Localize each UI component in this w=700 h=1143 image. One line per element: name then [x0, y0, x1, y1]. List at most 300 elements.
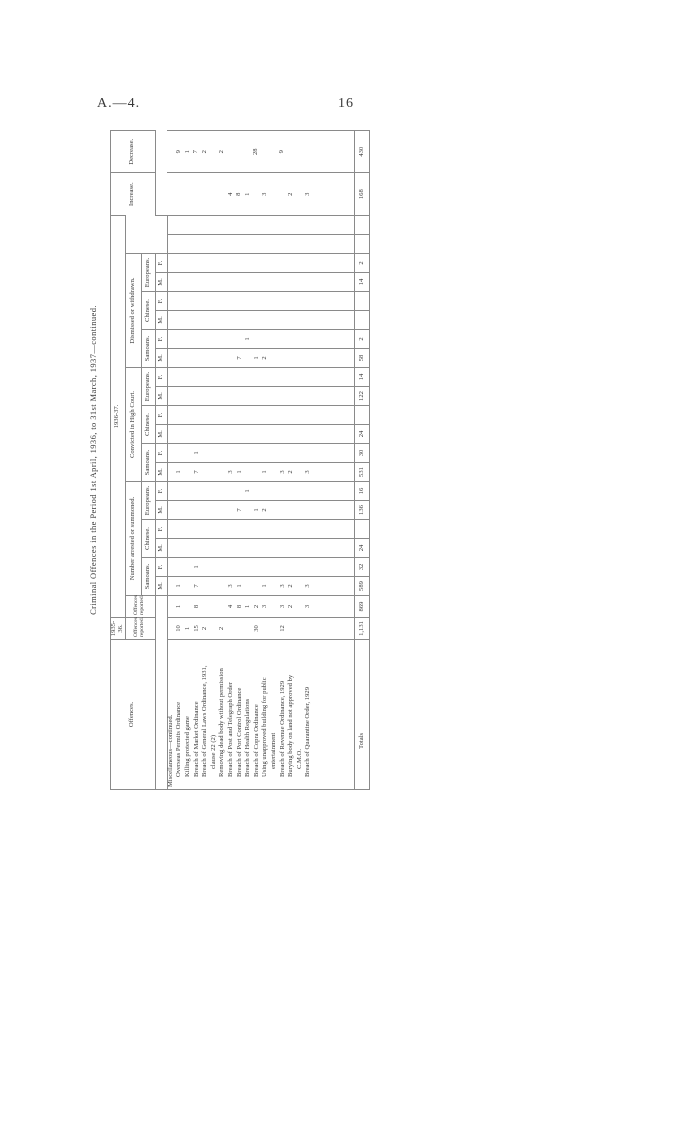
value-cell	[194, 541, 203, 555]
value-cell	[262, 541, 271, 555]
totals-cell: 869	[355, 596, 370, 618]
value-column	[167, 482, 354, 501]
sex-header-row	[155, 131, 167, 790]
value-cell	[262, 446, 271, 460]
value-cell	[271, 370, 280, 384]
value-cell	[211, 503, 220, 517]
value-cell	[288, 237, 297, 251]
value-cell	[305, 294, 314, 308]
value-cell	[219, 256, 228, 270]
value-cell: 1	[261, 584, 269, 588]
header-increase: Increase.	[111, 173, 156, 215]
value-cell	[254, 408, 263, 422]
totals-cell: 531	[355, 463, 370, 482]
totals-cell: 32	[355, 558, 370, 577]
value-cell	[254, 218, 263, 232]
value-cell	[288, 503, 297, 517]
value-cell	[305, 503, 314, 517]
value-cell	[280, 446, 289, 460]
value-cell	[237, 446, 246, 460]
value-cell	[245, 256, 254, 270]
value-cell: 1	[252, 508, 260, 512]
value-cell	[168, 408, 177, 422]
value-cell	[194, 256, 203, 270]
totals-cell: 14	[355, 273, 370, 292]
value-cell	[280, 332, 289, 346]
value-cell	[211, 408, 220, 422]
value-cell	[168, 256, 177, 270]
value-cell	[219, 351, 228, 365]
offence-label: Removing dead body without permission	[218, 668, 226, 777]
value-cell	[176, 175, 185, 212]
header-sex-m: M.	[155, 577, 167, 596]
value-cell	[245, 560, 254, 574]
value-cell	[185, 351, 194, 365]
value-cell	[202, 522, 211, 536]
value-cell: 3	[227, 470, 234, 474]
value-cell	[176, 351, 185, 365]
value-cell	[194, 370, 203, 384]
value-cell	[254, 294, 263, 308]
value-cell: 2	[218, 626, 226, 631]
value-cell	[194, 408, 203, 422]
value-cell	[193, 175, 202, 212]
table-body	[167, 131, 369, 790]
value-cell	[297, 484, 306, 498]
value-cell	[262, 389, 271, 403]
value-cell	[168, 522, 177, 536]
value-cell: 3	[303, 192, 311, 196]
value-cell	[228, 237, 237, 251]
value-cell: 12	[278, 625, 286, 632]
value-cell	[219, 294, 228, 308]
value-cell	[305, 313, 314, 327]
value-cell	[202, 446, 211, 460]
value-cell	[168, 560, 177, 574]
value-column	[167, 254, 354, 273]
value-cell: 2	[252, 604, 260, 609]
value-cell	[168, 275, 177, 289]
value-cell	[176, 237, 185, 251]
value-cell: 3	[278, 584, 286, 588]
value-cell	[280, 256, 289, 270]
value-cell	[176, 275, 185, 289]
value-cell	[202, 503, 211, 517]
value-cell	[262, 370, 271, 384]
value-cell	[185, 175, 194, 212]
value-cell	[305, 332, 314, 346]
totals-cell: 1,131	[355, 618, 370, 640]
value-cell	[202, 351, 211, 365]
value-cell	[185, 275, 194, 289]
value-cell	[202, 541, 211, 555]
value-cell	[280, 313, 289, 327]
value-cell	[219, 541, 228, 555]
totals-cell: 2	[355, 254, 370, 273]
value-cell	[237, 256, 246, 270]
header-year-curr: 1936-37.	[111, 215, 126, 617]
value-cell	[254, 313, 263, 327]
value-cell	[202, 598, 211, 615]
offence-label: Killing protected game	[184, 716, 192, 777]
value-cell	[211, 389, 220, 403]
value-cell	[305, 522, 314, 536]
value-cell	[271, 408, 280, 422]
value-cell	[305, 133, 314, 170]
value-column	[167, 292, 354, 311]
value-column	[167, 520, 354, 539]
value-cell: 3	[278, 470, 286, 474]
value-cell	[185, 484, 194, 498]
value-cell	[219, 370, 228, 384]
totals-cell	[355, 235, 370, 254]
value-cell	[237, 313, 246, 327]
value-cell	[305, 237, 314, 251]
value-cell	[271, 389, 280, 403]
offence-label: C.M.O.	[295, 749, 303, 769]
value-cell	[228, 275, 237, 289]
value-cell: 10	[175, 625, 183, 632]
value-cell	[280, 408, 289, 422]
value-cell	[168, 503, 177, 517]
value-cell: 3	[227, 584, 234, 588]
value-cell	[176, 541, 185, 555]
value-cell: 8	[235, 604, 243, 609]
value-cell	[168, 294, 177, 308]
value-cell	[211, 313, 220, 327]
value-cell: 3	[260, 192, 268, 196]
offence-label: Breach of Copra Ordinance	[252, 704, 260, 777]
value-cell: 1	[261, 470, 269, 474]
header-sex-f: F.	[155, 482, 167, 501]
value-cell	[219, 237, 228, 251]
totals-row	[355, 131, 370, 790]
value-column	[167, 596, 354, 618]
value-cell	[228, 620, 237, 637]
value-cell	[228, 541, 237, 555]
value-cell	[262, 218, 271, 232]
value-cell	[228, 294, 237, 308]
value-cell	[176, 408, 185, 422]
value-cell	[297, 446, 306, 460]
value-cell: 3	[304, 604, 312, 609]
offence-label: Using unapproved building for public	[261, 677, 269, 777]
offence-labels	[167, 640, 354, 790]
value-cell	[219, 275, 228, 289]
value-cell	[228, 332, 237, 346]
value-cell	[202, 256, 211, 270]
value-cell: 7	[235, 508, 243, 512]
value-cell	[305, 256, 314, 270]
value-cell	[271, 294, 280, 308]
value-cell: 2	[287, 604, 295, 609]
value-cell	[194, 237, 203, 251]
value-cell	[185, 522, 194, 536]
value-cell	[219, 218, 228, 232]
value-cell	[262, 408, 271, 422]
value-cell	[228, 370, 237, 384]
totals-cell	[355, 292, 370, 311]
value-cell	[237, 522, 246, 536]
value-cell	[168, 370, 177, 384]
value-cell	[202, 218, 211, 232]
value-cell	[228, 427, 237, 441]
value-cell	[288, 218, 297, 232]
value-cell	[288, 275, 297, 289]
value-cell	[194, 522, 203, 536]
value-cell	[211, 275, 220, 289]
value-cell	[236, 133, 245, 170]
value-cell	[245, 408, 254, 422]
value-cell	[167, 175, 176, 212]
value-cell	[305, 408, 314, 422]
value-cell	[271, 446, 280, 460]
value-cell	[297, 541, 306, 555]
value-cell	[194, 332, 203, 346]
totals-cell: 122	[355, 387, 370, 406]
value-cell	[262, 484, 271, 498]
value-cell	[288, 522, 297, 536]
value-cell	[262, 294, 271, 308]
value-cell	[280, 541, 289, 555]
value-cell	[168, 351, 177, 365]
value-cell: 1	[175, 584, 183, 588]
offence-label: Breach of Health Regulations	[244, 698, 252, 777]
value-cell	[185, 256, 194, 270]
header-sex-f: F.	[155, 254, 167, 273]
value-cell	[271, 522, 280, 536]
value-cell: 1	[243, 192, 251, 196]
value-column	[167, 463, 354, 482]
value-cell	[271, 237, 280, 251]
value-cell	[219, 332, 228, 346]
value-cell: 3	[304, 470, 312, 474]
header-reported-prev: Offences reported.	[125, 618, 155, 640]
value-cell	[262, 560, 271, 574]
value-cell: 4	[227, 604, 234, 609]
value-cell	[280, 389, 289, 403]
value-cell	[297, 503, 306, 517]
value-cell	[168, 218, 177, 232]
value-cell	[202, 313, 211, 327]
totals-cell: 430	[355, 131, 370, 173]
totals-cell: 16	[355, 482, 370, 501]
value-cell	[202, 484, 211, 498]
value-cell	[245, 370, 254, 384]
value-cell	[168, 237, 177, 251]
value-cell	[211, 332, 220, 346]
value-cell: 9	[174, 150, 182, 154]
header-year-prev: 1935-36.	[111, 618, 126, 640]
value-cell: 3	[304, 584, 312, 588]
value-cell	[262, 620, 271, 637]
value-cell: 1	[192, 451, 200, 455]
value-cell	[262, 256, 271, 270]
value-cell	[288, 541, 297, 555]
value-cell	[280, 522, 289, 536]
value-cell	[297, 275, 306, 289]
value-cell: 2	[286, 192, 294, 196]
value-cell	[297, 408, 306, 422]
value-cell	[210, 175, 219, 212]
totals-cell: 24	[355, 539, 370, 558]
value-cell	[305, 541, 314, 555]
value-cell	[297, 389, 306, 403]
value-cell	[254, 427, 263, 441]
value-cell	[194, 389, 203, 403]
value-cell	[185, 408, 194, 422]
value-cell	[211, 370, 220, 384]
header-sex-m: M.	[155, 311, 167, 330]
value-cell	[176, 560, 185, 574]
value-cell	[237, 370, 246, 384]
value-cell	[185, 294, 194, 308]
value-cell	[296, 133, 305, 170]
value-cell	[211, 294, 220, 308]
value-cell	[280, 484, 289, 498]
value-cell	[262, 427, 271, 441]
value-cell	[254, 389, 263, 403]
value-cell: 7	[235, 356, 243, 360]
value-cell	[245, 446, 254, 460]
value-cell	[176, 446, 185, 460]
value-column	[167, 173, 354, 215]
value-cell	[237, 541, 246, 555]
value-cell	[194, 294, 203, 308]
value-cell	[245, 579, 254, 593]
value-cell: 1	[252, 356, 260, 360]
value-column	[167, 349, 354, 368]
value-cell	[194, 503, 203, 517]
value-cell	[305, 484, 314, 498]
value-cell	[237, 620, 246, 637]
value-column	[167, 131, 354, 173]
rotated-table-block	[88, 130, 370, 790]
value-cell	[176, 294, 185, 308]
offence-label: Breach of Post and Telegraph Order	[227, 682, 234, 777]
value-cell	[194, 351, 203, 365]
value-cell	[219, 522, 228, 536]
value-cell	[176, 503, 185, 517]
value-cell	[288, 427, 297, 441]
value-cell	[219, 408, 228, 422]
value-cell	[228, 133, 237, 170]
value-cell	[271, 503, 280, 517]
value-cell: 4	[226, 192, 234, 196]
header-chinese: Chinese.	[141, 520, 155, 558]
value-cell	[202, 389, 211, 403]
value-cell	[211, 484, 220, 498]
value-cell: 7	[192, 150, 200, 154]
value-cell	[262, 275, 271, 289]
value-cell: 8	[192, 604, 200, 609]
value-column	[167, 406, 354, 425]
offence-label: Overseas Permits Ordinance	[175, 701, 183, 777]
value-cell	[305, 427, 314, 441]
value-cell	[271, 313, 280, 327]
value-cell	[254, 522, 263, 536]
value-cell	[245, 522, 254, 536]
header-chinese: Chinese.	[141, 406, 155, 444]
value-cell	[288, 484, 297, 498]
value-cell: 2	[261, 508, 269, 512]
header-samoans: Samoans.	[141, 558, 155, 596]
header-sex-m: M.	[155, 387, 167, 406]
value-column	[167, 215, 354, 234]
totals-cell: 14	[355, 368, 370, 387]
value-cell	[237, 427, 246, 441]
value-cell	[280, 427, 289, 441]
value-cell	[219, 446, 228, 460]
value-cell	[211, 351, 220, 365]
value-cell	[288, 256, 297, 270]
header-sex-m: M.	[155, 349, 167, 368]
header-sex-m: M.	[155, 501, 167, 520]
table-caption: Criminal Offences in the Period 1st April, 1936, to 31st March, 1937—continued.	[88, 305, 98, 615]
value-cell	[245, 389, 254, 403]
table-row	[167, 131, 354, 790]
value-cell	[176, 332, 185, 346]
value-cell	[211, 579, 220, 593]
header-sex-f: F.	[155, 292, 167, 311]
value-cell	[297, 332, 306, 346]
value-cell	[237, 218, 246, 232]
offence-label: Breach of Quarantine Order, 1929	[304, 687, 312, 777]
value-cell	[245, 275, 254, 289]
value-cell	[185, 218, 194, 232]
value-column	[167, 444, 354, 463]
value-cell	[202, 294, 211, 308]
header-offences: Offences.	[111, 640, 156, 790]
value-column	[167, 235, 354, 254]
value-cell	[211, 598, 220, 615]
value-cell	[271, 275, 280, 289]
value-cell: 1	[244, 489, 252, 493]
value-cell	[202, 465, 211, 479]
header-dismissed: Dismissed or withdrawn.	[125, 254, 141, 368]
header-sex-m: M.	[155, 273, 167, 292]
value-column	[167, 558, 354, 577]
value-cell	[228, 560, 237, 574]
header-sex-f: F.	[155, 558, 167, 577]
value-cell	[245, 313, 254, 327]
value-column	[167, 311, 354, 330]
offence-label: Burying body on land not approved by	[287, 674, 295, 777]
header-sex-f: F.	[155, 444, 167, 463]
value-cell	[228, 446, 237, 460]
header-chinese: Chinese.	[141, 292, 155, 330]
value-cell	[288, 446, 297, 460]
value-column	[167, 425, 354, 444]
value-cell	[168, 389, 177, 403]
value-cell	[297, 427, 306, 441]
value-cell: 1	[175, 604, 183, 609]
value-cell: 30	[252, 625, 260, 632]
value-cell	[288, 294, 297, 308]
value-cell	[185, 332, 194, 346]
value-cell	[245, 294, 254, 308]
value-cell	[305, 620, 314, 637]
value-cell	[211, 560, 220, 574]
header-reported-curr: Offences reported.	[125, 596, 155, 618]
value-cell	[297, 351, 306, 365]
value-cell	[297, 560, 306, 574]
value-cell	[262, 237, 271, 251]
header-arrested: Number arrested or summoned.	[125, 482, 141, 596]
header-samoans: Samoans.	[141, 444, 155, 482]
header-sex-f: F.	[155, 368, 167, 387]
value-cell	[262, 133, 271, 170]
